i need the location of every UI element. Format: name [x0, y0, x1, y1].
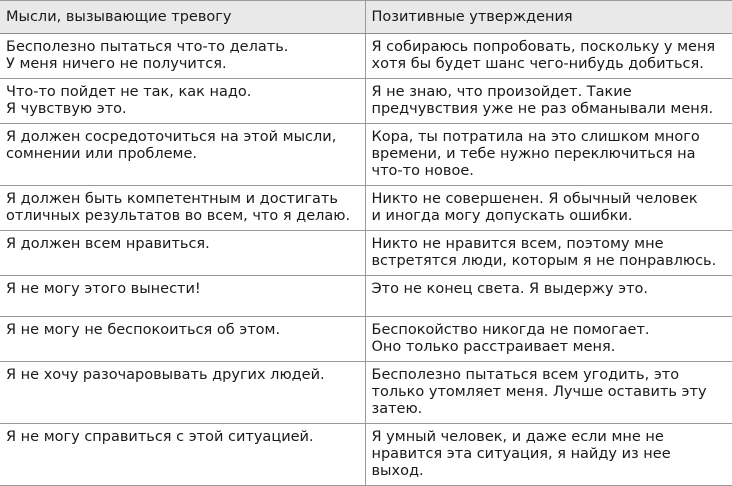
thought-cell: Я не хочу разочаровывать других людей.	[0, 362, 365, 424]
affirmation-cell: Никто не совершенен. Я обычный человек и иногда могу допускать ошибки.	[365, 186, 732, 231]
thought-cell: Что-то пойдет не так, как надо. Я чувствую это.	[0, 79, 365, 124]
table-row	[0, 34, 732, 79]
table-header-row	[0, 1, 732, 34]
affirmation-cell: Это не конец света. Я выдержу это.	[365, 276, 732, 317]
table-row	[0, 186, 732, 231]
thought-cell: Бесполезно пытаться что-то делать. У меня ничего не получится.	[0, 34, 365, 79]
affirmation-cell: Беспокойство никогда не помогает. Оно только расстраивает меня.	[365, 317, 732, 362]
table-row	[0, 317, 732, 362]
affirmation-cell: Бесполезно пытаться всем угодить, это только утомляет меня. Лучше оставить эту затею.	[365, 362, 732, 424]
header-anxious-thoughts: Мысли, вызывающие тревогу	[0, 1, 365, 34]
table-row	[0, 231, 732, 276]
table-row	[0, 424, 732, 486]
affirmation-cell: Я не знаю, что произойдет. Такие предчувствия уже не раз обманывали меня.	[365, 79, 732, 124]
thought-cell: Я не могу этого вынести!	[0, 276, 365, 317]
table-row	[0, 79, 732, 124]
thought-cell: Я должен быть компетентным и достигать отличных результатов во всем, что я делаю.	[0, 186, 365, 231]
thought-cell: Я не могу справиться с этой ситуацией.	[0, 424, 365, 486]
affirmation-cell: Я умный человек, и даже если мне не нравится эта ситуация, я найду из нее выход.	[365, 424, 732, 486]
affirmation-cell: Я собираюсь попробовать, поскольку у меня хотя бы будет шанс чего-нибудь добиться.	[365, 34, 732, 79]
thought-cell: Я должен сосредоточиться на этой мысли, сомнении или проблеме.	[0, 124, 365, 186]
affirmation-cell: Никто не нравится всем, поэтому мне встретятся люди, которым я не понравлюсь.	[365, 231, 732, 276]
thought-cell: Я должен всем нравиться.	[0, 231, 365, 276]
thought-cell: Я не могу не беспокоиться об этом.	[0, 317, 365, 362]
affirmation-cell: Кора, ты потратила на это слишком много времени, и тебе нужно переключиться на что-то новое.	[365, 124, 732, 186]
table-row	[0, 276, 732, 317]
table-row	[0, 362, 732, 424]
table-row	[0, 124, 732, 186]
header-positive-affirmations: Позитивные утверждения	[365, 1, 732, 34]
